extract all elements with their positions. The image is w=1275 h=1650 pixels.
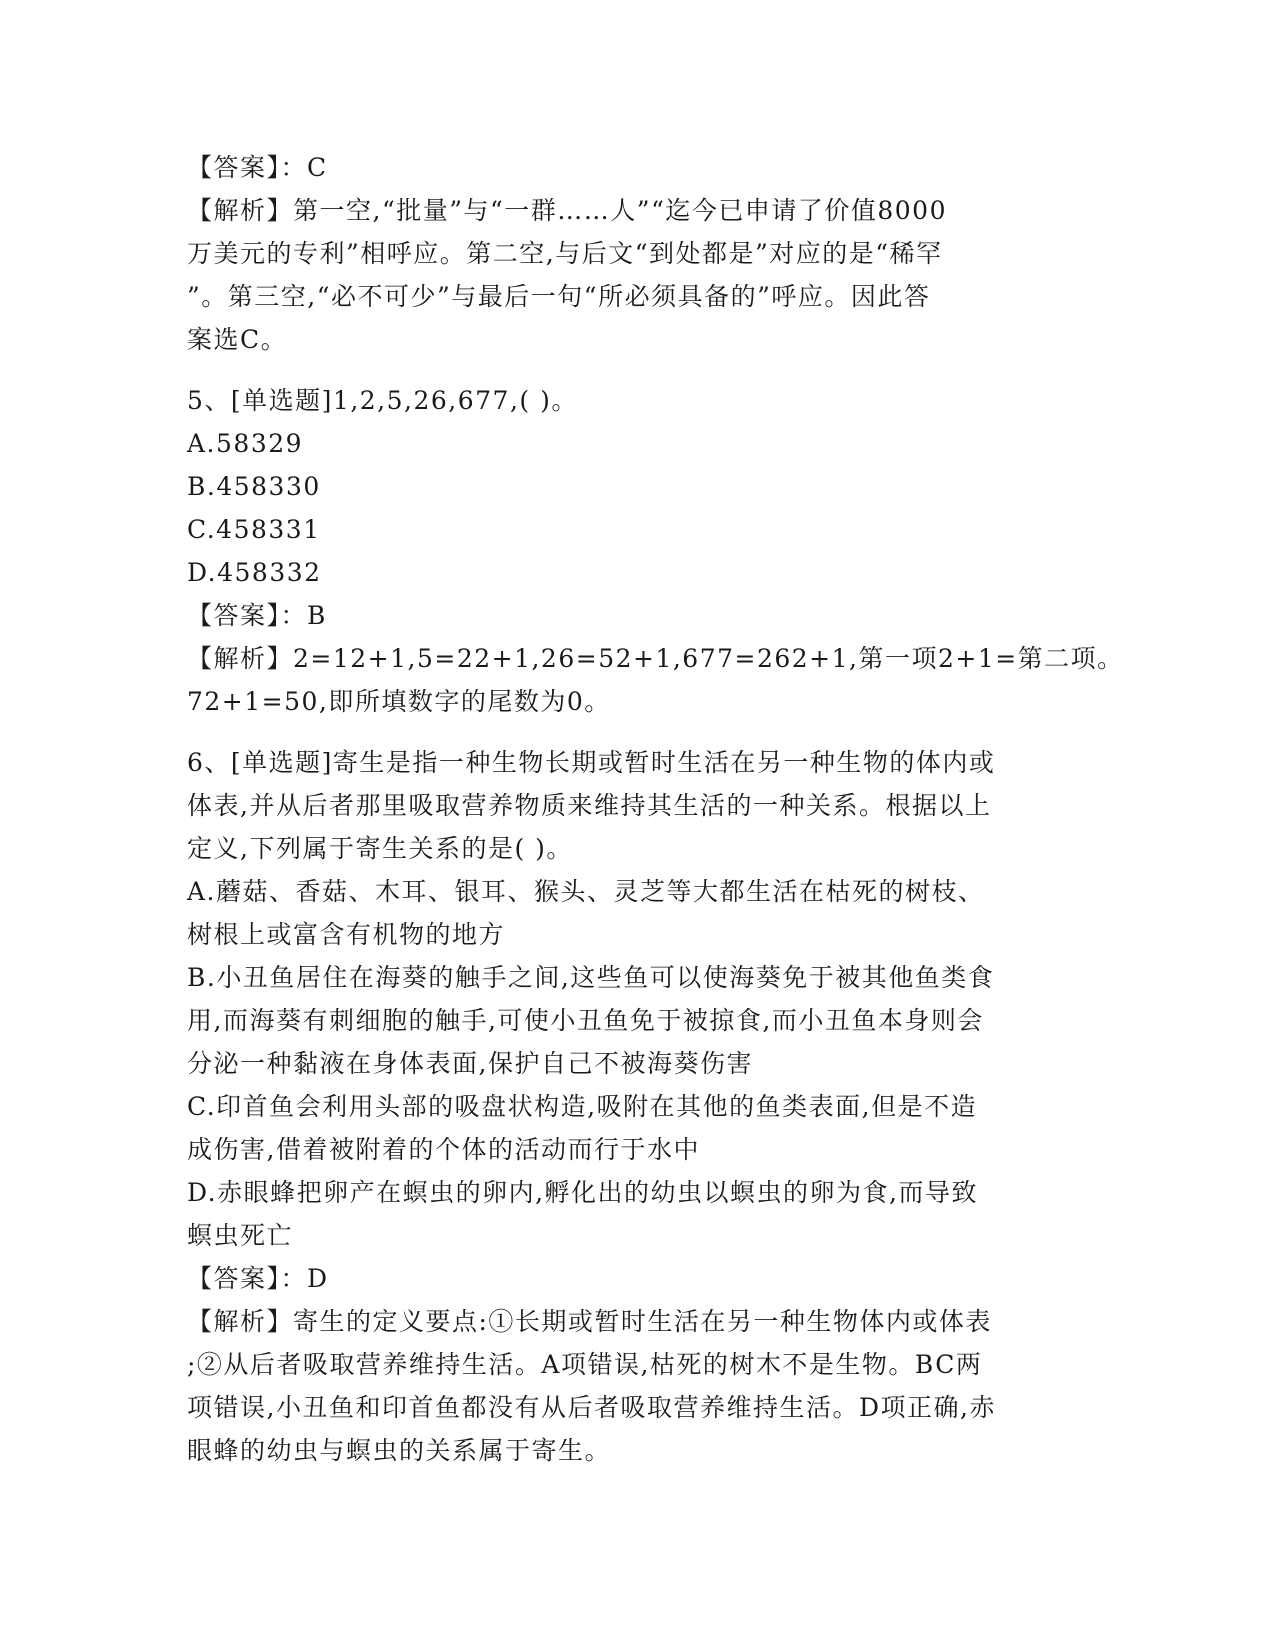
answer-line: 【答案】：D bbox=[187, 1264, 329, 1293]
analysis-line: 项错误,小丑鱼和印首鱼都没有从后者吸取营养维持生活。D项正确,赤 bbox=[187, 1393, 996, 1422]
question-6-block bbox=[187, 741, 1087, 1472]
analysis-line: 眼蜂的幼虫与螟虫的关系属于寄生。 bbox=[187, 1436, 612, 1465]
option-c: C.458331 bbox=[187, 515, 321, 544]
analysis-line: ”。第三空,“必不可少”与最后一句“所必须具备的”呼应。因此答 bbox=[187, 282, 931, 311]
option-b: 用,而海葵有刺细胞的触手,可使小丑鱼免于被掠食,而小丑鱼本身则会 bbox=[187, 1006, 984, 1035]
question-4-answer-block bbox=[187, 146, 1087, 361]
option-d: D.458332 bbox=[187, 558, 322, 587]
spacer bbox=[187, 361, 1087, 379]
analysis-line: 万美元的专利”相呼应。第二空,与后文“到处都是”对应的是“稀罕 bbox=[187, 239, 943, 268]
option-d: D.赤眼蜂把卵产在螟虫的卵内,孵化出的幼虫以螟虫的卵为食,而导致 bbox=[187, 1178, 978, 1207]
option-a: 树根上或富含有机物的地方 bbox=[187, 920, 506, 949]
analysis-line: 案选C。 bbox=[187, 325, 288, 354]
analysis-line: 【解析】第一空,“批量”与“一群……人”“迄今已申请了价值8000 bbox=[187, 196, 947, 225]
answer-line: 【答案】：B bbox=[187, 601, 327, 630]
question-stem: 体表,并从后者那里吸取营养物质来维持其生活的一种关系。根据以上 bbox=[187, 791, 992, 820]
option-a: A.蘑菇、香菇、木耳、银耳、猴头、灵芝等大都生活在枯死的树枝、 bbox=[187, 877, 985, 906]
answer-line: 【答案】：C bbox=[187, 153, 328, 182]
analysis-line: 72+1=50,即所填数字的尾数为0。 bbox=[187, 687, 611, 716]
analysis-line: ;②从后者吸取营养维持生活。A项错误,枯死的树木不是生物。BC两 bbox=[187, 1350, 983, 1379]
option-b: B.458330 bbox=[187, 472, 321, 501]
question-stem: 5、[单选题]1,2,5,26,677,( )。 bbox=[187, 386, 578, 415]
analysis-line: 【解析】寄生的定义要点:①长期或暂时生活在另一种生物体内或体表 bbox=[187, 1307, 992, 1336]
option-c: 成伤害,借着被附着的个体的活动而行于水中 bbox=[187, 1135, 700, 1164]
option-d: 螟虫死亡 bbox=[187, 1221, 294, 1250]
option-c: C.印首鱼会利用头部的吸盘状构造,吸附在其他的鱼类表面,但是不造 bbox=[187, 1092, 978, 1121]
option-b: B.小丑鱼居住在海葵的触手之间,这些鱼可以使海葵免于被其他鱼类食 bbox=[187, 963, 995, 992]
question-5-block bbox=[187, 379, 1124, 723]
option-a: A.58329 bbox=[187, 429, 304, 458]
option-b: 分泌一种黏液在身体表面,保护自己不被海葵伤害 bbox=[187, 1049, 753, 1078]
question-stem: 定义,下列属于寄生关系的是( )。 bbox=[187, 834, 573, 863]
document-page bbox=[187, 146, 1124, 1472]
analysis-line: 【解析】2=12+1,5=22+1,26=52+1,677=262+1,第一项2+1=第二项。 bbox=[187, 644, 1124, 673]
question-stem: 6、[单选题]寄生是指一种生物长期或暂时生活在另一种生物的体内或 bbox=[187, 748, 996, 777]
spacer bbox=[187, 723, 1087, 741]
